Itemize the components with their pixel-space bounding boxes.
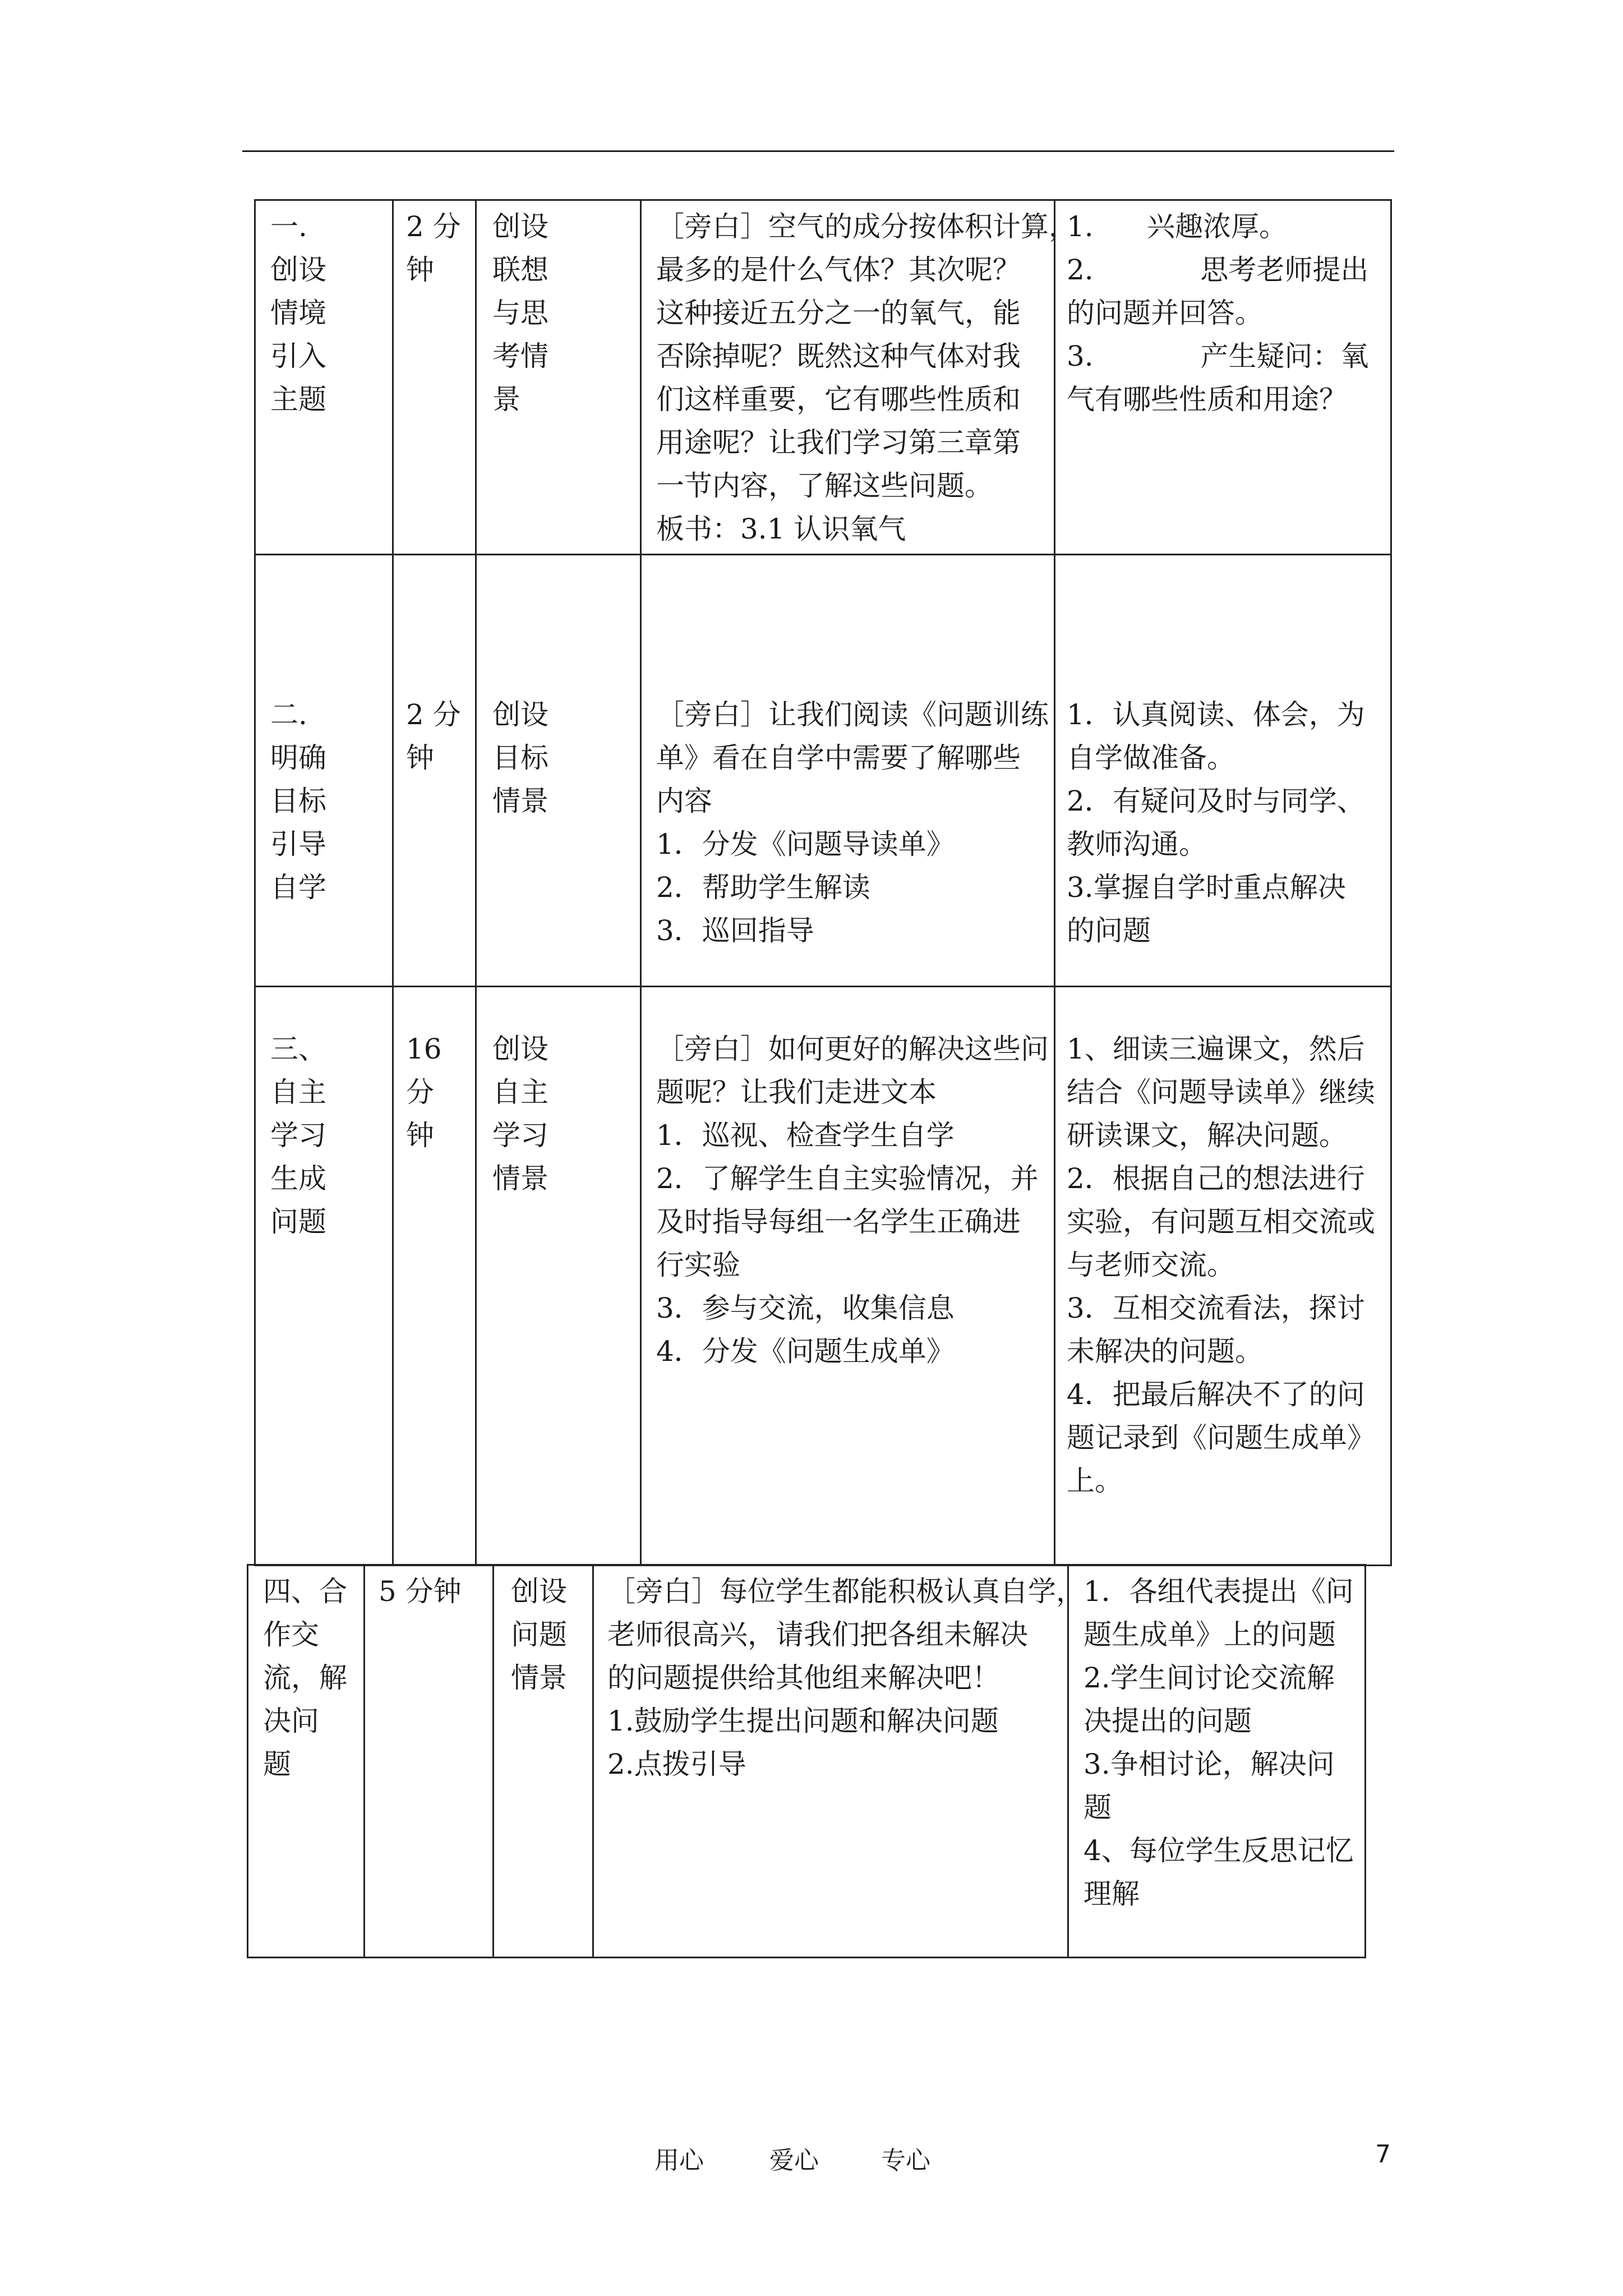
student-line: 1．各组代表提出《问 [1083,1575,1354,1608]
lesson-plan-table [254,199,1392,1566]
footer-slogan-1: 用心 [654,2146,704,2175]
student-line: 上。 [1067,1465,1123,1497]
teacher-line: ［旁白］每位学生都能积极认真自学， [607,1575,1084,1608]
time-line: 钟 [406,742,434,774]
stage-line: 一. [270,210,307,243]
situation-line: 创设 [511,1575,567,1608]
teacher-line: 4．分发《问题生成单》 [656,1335,955,1368]
time-cell [393,987,476,1566]
stage-cell [255,200,393,555]
situation-line: 情景 [492,1162,548,1195]
student-line: 实验，有问题互相交流或 [1067,1205,1375,1238]
teacher-line: 老师很高兴，请我们把各组未解决 [607,1618,1028,1651]
student-line: 气有哪些性质和用途？ [1067,383,1347,416]
time-line: 2 分 [406,210,461,243]
teacher-line: 的问题提供给其他组来解决吧！ [607,1662,1000,1694]
footer-slogan-3: 专心 [881,2146,930,2175]
lesson-plan-table-continued [247,1564,1366,1958]
time-line: 分 [406,1076,434,1108]
situation-line: 创设 [492,1033,548,1065]
stage-line: 流，解 [263,1662,347,1694]
student-line: 4、每位学生反思记忆 [1083,1834,1354,1867]
student-line: 4．把最后解决不了的问 [1067,1378,1365,1411]
header-rule [242,150,1394,152]
stage-line: 目标 [270,785,326,817]
stage-line: 创设 [270,254,326,286]
student-line: 研读课文，解决问题。 [1067,1119,1347,1152]
student-line: 题记录到《问题生成单》 [1067,1421,1375,1454]
student-line: 教师沟通。 [1067,828,1207,861]
student-activity-cell [1055,555,1391,987]
stage-line: 引入 [270,340,326,372]
student-line: 1．认真阅读、体会，为 [1067,698,1365,731]
student-line: 结合《问题导读单》继续 [1067,1076,1375,1108]
teacher-line: 3．巡回指导 [656,914,814,947]
stage-line: 题 [263,1748,291,1780]
stage-cell [255,987,393,1566]
stage-line: 自学 [270,871,326,904]
teacher-line: 单》看在自学中需要了解哪些 [656,742,1021,774]
stage-line: 决问 [263,1705,319,1737]
student-line: 1. 兴趣浓厚。 [1067,210,1288,243]
student-line: 3.争相讨论，解决问 [1083,1748,1335,1780]
student-line: 3. 产生疑问：氧 [1067,340,1369,372]
situation-cell [476,987,641,1566]
table-row [255,555,1391,987]
teacher-line: 2.点拨引导 [607,1748,746,1780]
time-line: 2 分 [406,698,461,731]
teacher-activity-cell [641,987,1055,1566]
time-line: 16 [406,1033,442,1065]
student-line: 2．有疑问及时与同学、 [1067,785,1365,817]
teacher-line: 一节内容，了解这些问题。 [656,470,993,502]
teacher-line: 2．了解学生自主实验情况，并 [656,1162,1039,1195]
situation-line: 与思 [492,297,548,329]
student-line: 与老师交流。 [1067,1249,1235,1281]
student-activity-cell [1068,1565,1366,1958]
teacher-line: 这种接近五分之一的氧气，能 [656,297,1021,329]
teacher-line: 2．帮助学生解读 [656,871,870,904]
teacher-line: 1．分发《问题导读单》 [656,828,955,861]
teacher-line: 否除掉呢？既然这种气体对我 [656,340,1021,372]
teacher-line: 1.鼓励学生提出问题和解决问题 [607,1705,999,1737]
student-line: 2. 思考老师提出 [1067,254,1369,286]
teacher-activity-cell [593,1565,1084,1958]
situation-line: 情景 [511,1662,567,1694]
time-line: 钟 [406,254,434,286]
stage-line: 问题 [270,1205,326,1238]
student-activity-cell [1055,200,1391,555]
teacher-activity-cell [641,555,1055,987]
stage-line: 引导 [270,828,326,861]
student-line: 3．互相交流看法，探讨 [1067,1292,1365,1324]
situation-line: 创设 [492,698,548,731]
teacher-line: 用途呢？让我们学习第三章第 [656,426,1021,459]
teacher-line: 最多的是什么气体？其次呢？ [656,254,1021,286]
teacher-line: 题呢？让我们走进文本 [656,1076,937,1108]
student-line: 题 [1083,1791,1112,1824]
situation-line: 创设 [492,210,548,243]
stage-line: 主题 [270,383,326,416]
table-row [248,1565,1366,1958]
time-cell [393,555,476,987]
situation-line: 考情 [492,340,548,372]
teacher-line: 板书：3.1 认识氧气 [656,513,906,545]
stage-line: 三、 [270,1033,326,1065]
student-line: 2.学生间讨论交流解 [1083,1662,1335,1694]
teacher-line: 1．巡视、检查学生自学 [656,1119,955,1152]
stage-line: 情境 [270,297,326,329]
situation-cell [476,200,641,555]
footer-slogan-2: 爱心 [769,2146,819,2175]
situation-line: 景 [492,383,520,416]
teacher-line: ［旁白］如何更好的解决这些问 [656,1033,1049,1065]
stage-cell [248,1565,365,1958]
page-number: 7 [1375,2140,1391,2169]
teacher-activity-cell [641,200,1077,555]
stage-cell [255,555,393,987]
stage-line: 学习 [270,1119,326,1152]
student-line: 2．根据自己的想法进行 [1067,1162,1365,1195]
student-line: 理解 [1083,1878,1140,1910]
student-line: 题生成单》上的问题 [1083,1618,1336,1651]
student-line: 的问题 [1067,914,1151,947]
stage-line: 二. [270,698,307,731]
time-cell [365,1565,494,1958]
stage-line: 明确 [270,742,326,774]
teacher-line: ［旁白］空气的成分按体积计算， [656,210,1077,243]
student-activity-cell [1055,987,1391,1566]
situation-line: 自主 [492,1076,548,1108]
teacher-line: ［旁白］让我们阅读《问题训练 [656,698,1049,731]
table-row [255,987,1391,1566]
stage-line: 生成 [270,1162,326,1195]
stage-line: 自主 [270,1076,326,1108]
situation-cell [476,555,641,987]
time-line: 钟 [406,1119,434,1152]
situation-line: 问题 [511,1618,567,1651]
student-line: 1、细读三遍课文，然后 [1067,1033,1365,1065]
student-line: 自学做准备。 [1067,742,1235,774]
teacher-line: 及时指导每组一名学生正确进 [656,1205,1021,1238]
situation-line: 情景 [492,785,548,817]
situation-cell [494,1565,593,1958]
teacher-line: 3．参与交流，收集信息 [656,1292,955,1324]
student-line: 3.掌握自学时重点解决 [1067,871,1346,904]
situation-line: 联想 [492,254,548,286]
student-line: 未解决的问题。 [1067,1335,1263,1368]
time-cell [393,200,476,555]
stage-line: 作交 [263,1618,319,1651]
time-line: 5 分钟 [379,1575,462,1608]
student-line: 决提出的问题 [1083,1705,1252,1737]
student-line: 的问题并回答。 [1067,297,1263,329]
teacher-line: 行实验 [656,1249,740,1281]
situation-line: 学习 [492,1119,548,1152]
teacher-line: 内容 [656,785,712,817]
situation-line: 目标 [492,742,548,774]
table-row [255,200,1391,555]
teacher-line: 们这样重要，它有哪些性质和 [656,383,1021,416]
stage-line: 四、合 [263,1575,347,1608]
